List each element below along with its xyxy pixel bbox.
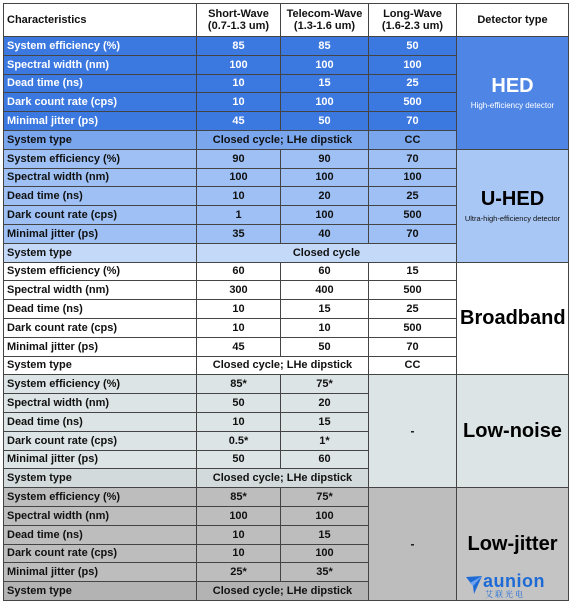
cell-long-wave: 70 — [369, 337, 457, 356]
cell-telecom-wave: 10 — [281, 318, 369, 337]
detector-type-name: HED — [491, 75, 534, 98]
row-label: Minimal jitter (ps) — [4, 337, 197, 356]
cell-short-wave: 1 — [197, 206, 281, 225]
group-broadband — [4, 262, 569, 375]
cell-long-wave: 25 — [369, 74, 457, 93]
table-row — [4, 488, 569, 507]
cell-telecom-wave: 40 — [281, 224, 369, 243]
cell-telecom-wave: 100 — [281, 544, 369, 563]
cell-telecom-wave: 60 — [281, 450, 369, 469]
cell-long-wave: 50 — [369, 37, 457, 56]
row-label: Spectral width (nm) — [4, 281, 197, 300]
cell-short-wave: 90 — [197, 149, 281, 168]
cell-short-wave: 50 — [197, 394, 281, 413]
logo-subtext: 艾联光电 — [485, 589, 525, 599]
row-label: Dead time (ns) — [4, 525, 197, 544]
cell-telecom-wave: 100 — [281, 168, 369, 187]
cell-short-wave: 300 — [197, 281, 281, 300]
cell-long-wave: 500 — [369, 93, 457, 112]
cell-telecom-wave: 75* — [281, 375, 369, 394]
cell-telecom-wave: 15 — [281, 412, 369, 431]
row-label: Dark count rate (cps) — [4, 431, 197, 450]
detector-type-name: Low-jitter — [467, 533, 558, 556]
cell-telecom-wave: 15 — [281, 525, 369, 544]
row-label: Dark count rate (cps) — [4, 206, 197, 225]
cell-long-wave: 70 — [369, 112, 457, 131]
cell-system-type: Closed cycle; LHe dipstick — [197, 469, 369, 488]
row-label: Spectral width (nm) — [4, 506, 197, 525]
row-label: System type — [4, 582, 197, 601]
detector-type-subtitle: Ultra-high-efficiency detector — [464, 214, 561, 224]
cell-long-wave: 500 — [369, 318, 457, 337]
cell-short-wave: 35 — [197, 224, 281, 243]
cell-short-wave: 10 — [197, 544, 281, 563]
cell-system-type: Closed cycle; LHe dipstick — [197, 130, 369, 149]
cell-telecom-wave: 100 — [281, 93, 369, 112]
cell-long-wave-na: - — [369, 375, 457, 488]
row-label: System type — [4, 469, 197, 488]
row-label: Dark count rate (cps) — [4, 544, 197, 563]
cell-short-wave: 25* — [197, 563, 281, 582]
detector-type-subtitle: High-efficiency detector — [470, 101, 555, 111]
row-label: Dead time (ns) — [4, 412, 197, 431]
cell-long-wave: 500 — [369, 206, 457, 225]
header-row — [4, 4, 569, 37]
row-label: Dead time (ns) — [4, 300, 197, 319]
header-characteristics: Characteristics — [4, 4, 197, 37]
row-label: System type — [4, 130, 197, 149]
cell-short-wave: 45 — [197, 337, 281, 356]
cell-telecom-wave: 100 — [281, 55, 369, 74]
cell-telecom-wave: 20 — [281, 187, 369, 206]
table-row — [4, 149, 569, 168]
row-label: System efficiency (%) — [4, 262, 197, 281]
cell-short-wave: 60 — [197, 262, 281, 281]
row-label: Spectral width (nm) — [4, 168, 197, 187]
logo-mark-icon — [465, 575, 483, 595]
cell-short-wave: 85* — [197, 375, 281, 394]
cell-long-wave: 25 — [369, 300, 457, 319]
cell-short-wave: 85* — [197, 488, 281, 507]
group-low-noise — [4, 375, 569, 488]
cell-short-wave: 100 — [197, 55, 281, 74]
cell-telecom-wave: 35* — [281, 563, 369, 582]
cell-short-wave: 10 — [197, 525, 281, 544]
detector-type-name: Broadband — [460, 307, 566, 330]
detector-type-hed — [457, 37, 569, 150]
cell-telecom-wave: 50 — [281, 112, 369, 131]
cell-telecom-wave: 100 — [281, 506, 369, 525]
detector-type-name: Low-noise — [463, 420, 562, 443]
table-row — [4, 37, 569, 56]
cell-short-wave: 100 — [197, 168, 281, 187]
row-label: Dead time (ns) — [4, 74, 197, 93]
row-label: System efficiency (%) — [4, 488, 197, 507]
cell-long-wave: 70 — [369, 224, 457, 243]
row-label: Minimal jitter (ps) — [4, 224, 197, 243]
row-label: Dark count rate (cps) — [4, 318, 197, 337]
cell-short-wave: 10 — [197, 412, 281, 431]
cell-short-wave: 85 — [197, 37, 281, 56]
cell-short-wave: 10 — [197, 74, 281, 93]
cell-telecom-wave: 90 — [281, 149, 369, 168]
cell-short-wave: 45 — [197, 112, 281, 131]
cell-telecom-wave: 15 — [281, 74, 369, 93]
row-label: System efficiency (%) — [4, 375, 197, 394]
cell-telecom-wave: 1* — [281, 431, 369, 450]
cell-telecom-wave: 85 — [281, 37, 369, 56]
cell-system-type: Closed cycle — [197, 243, 457, 262]
spec-table — [3, 3, 569, 601]
cell-system-type: Closed cycle; LHe dipstick — [197, 356, 369, 375]
cell-long-wave: 70 — [369, 149, 457, 168]
detector-type-uhed — [457, 149, 569, 262]
cell-short-wave: 50 — [197, 450, 281, 469]
cell-short-wave: 100 — [197, 506, 281, 525]
header-telecom-wave: Telecom-Wave (1.3-1.6 um) — [281, 4, 369, 37]
row-label: Dark count rate (cps) — [4, 93, 197, 112]
cell-system-type-long-wave: CC — [369, 130, 457, 149]
cell-telecom-wave: 100 — [281, 206, 369, 225]
header-long-wave: Long-Wave (1.6-2.3 um) — [369, 4, 457, 37]
cell-long-wave: 100 — [369, 55, 457, 74]
cell-long-wave: 25 — [369, 187, 457, 206]
table-row — [4, 375, 569, 394]
cell-short-wave: 0.5* — [197, 431, 281, 450]
cell-telecom-wave: 60 — [281, 262, 369, 281]
cell-long-wave: 500 — [369, 281, 457, 300]
row-label: System type — [4, 243, 197, 262]
cell-telecom-wave: 75* — [281, 488, 369, 507]
detector-type-low-noise — [457, 375, 569, 488]
table-row — [4, 262, 569, 281]
logo-text: aunion — [483, 570, 545, 591]
cell-system-type: Closed cycle; LHe dipstick — [197, 582, 369, 601]
row-label: Minimal jitter (ps) — [4, 112, 197, 131]
row-label: System type — [4, 356, 197, 375]
detector-type-broadband — [457, 262, 569, 375]
row-label: System efficiency (%) — [4, 149, 197, 168]
cell-short-wave: 10 — [197, 187, 281, 206]
cell-long-wave: 15 — [369, 262, 457, 281]
cell-short-wave: 10 — [197, 300, 281, 319]
cell-telecom-wave: 50 — [281, 337, 369, 356]
row-label: Dead time (ns) — [4, 187, 197, 206]
row-label: System efficiency (%) — [4, 37, 197, 56]
header-short-wave: Short-Wave (0.7-1.3 um) — [197, 4, 281, 37]
cell-long-wave: 100 — [369, 168, 457, 187]
cell-telecom-wave: 20 — [281, 394, 369, 413]
group-hed — [4, 37, 569, 150]
row-label: Minimal jitter (ps) — [4, 450, 197, 469]
header-detector-type: Detector type — [457, 4, 569, 37]
cell-short-wave: 10 — [197, 93, 281, 112]
cell-short-wave: 10 — [197, 318, 281, 337]
aunion-logo — [465, 567, 565, 603]
cell-telecom-wave: 15 — [281, 300, 369, 319]
cell-telecom-wave: 400 — [281, 281, 369, 300]
cell-long-wave-na: - — [369, 488, 457, 601]
detector-type-name: U-HED — [480, 188, 545, 211]
row-label: Spectral width (nm) — [4, 55, 197, 74]
row-label: Minimal jitter (ps) — [4, 563, 197, 582]
group-uhed — [4, 149, 569, 262]
row-label: Spectral width (nm) — [4, 394, 197, 413]
cell-system-type-long-wave: CC — [369, 356, 457, 375]
